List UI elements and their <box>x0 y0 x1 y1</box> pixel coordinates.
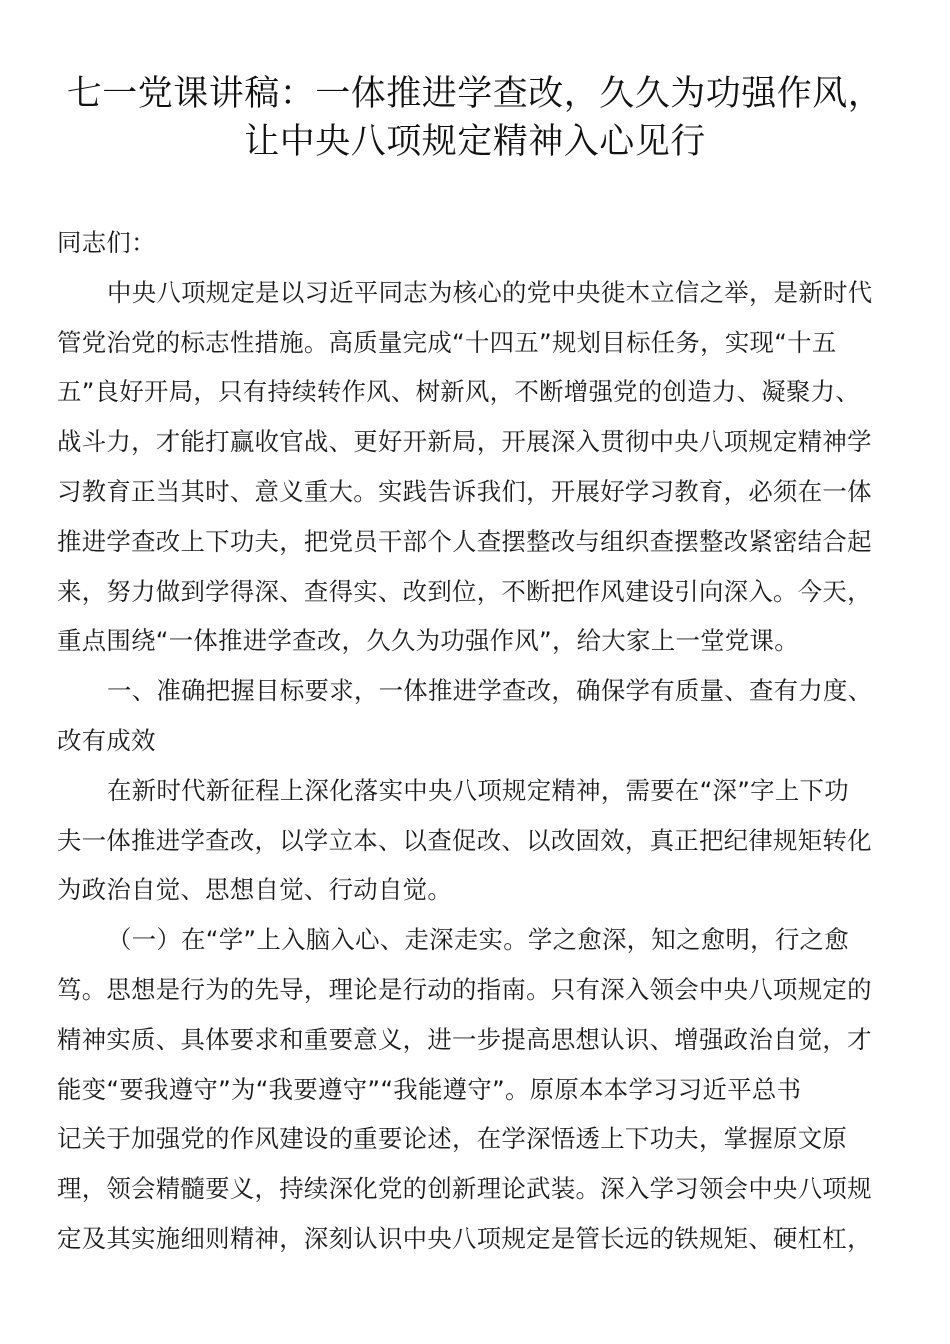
paragraph-line: 理，领会精髓要义，持续深化党的创新理论武装。深入学习领会中央八项规 <box>57 1174 872 1204</box>
document-title <box>40 70 910 166</box>
title-line-1: 七一党课讲稿：一体推进学查改，久久为功强作风， <box>66 74 884 114</box>
paragraph-line: 重点围绕“一体推进学查改，久久为功强作风”，给大家上一堂党课。 <box>57 626 799 656</box>
paragraph-line: 中央八项规定是以习近平同志为核心的党中央徙木立信之举，是新时代 <box>107 277 873 307</box>
document-body <box>57 218 877 1264</box>
paragraph-line: 来，努力做到学得深、查得实、改到位，不断把作风建设引向深入。今天， <box>57 576 872 606</box>
title-line-2: 让中央八项规定精神入心见行 <box>244 122 706 162</box>
paragraph-line: 夫一体推进学查改，以学立本、以查促改、以改固效，真正把纪律规矩转化 <box>57 825 872 855</box>
paragraph-line: 为政治自觉、思想自觉、行动自觉。 <box>57 875 453 905</box>
salutation: 同志们： <box>57 228 156 257</box>
section-heading-line: 改有成效 <box>57 725 156 755</box>
paragraph-line: （一）在“学”上入脑入心、走深走实。学之愈深，知之愈明，行之愈 <box>107 925 849 955</box>
section-heading-line: 一、准确把握目标要求，一体推进学查改，确保学有质量、查有力度、 <box>107 676 873 706</box>
paragraph-line: 习教育正当其时、意义重大。实践告诉我们，开展好学习教育，必须在一体 <box>57 476 872 506</box>
paragraph-line: 能变“要我遵守”为“我要遵守”“我能遵守”。原原本本学习习近平总书 <box>57 1074 802 1104</box>
paragraph-line: 在新时代新征程上深化落实中央八项规定精神，需要在“深”字上下功 <box>107 775 849 805</box>
paragraph-line: 笃。思想是行为的先导，理论是行动的指南。只有深入领会中央八项规定的 <box>57 974 872 1004</box>
paragraph-line: 战斗力，才能打赢收官战、更好开新局，开展深入贯彻中央八项规定精神学 <box>57 427 872 457</box>
paragraph-line: 推进学查改上下功夫，把党员干部个人查摆整改与组织查摆整改紧密结合起 <box>57 526 872 556</box>
paragraph-line: 五”良好开局，只有持续转作风、树新风，不断增强党的创造力、凝聚力、 <box>57 377 861 407</box>
paragraph-line: 定及其实施细则精神，深刻认识中央八项规定是管长远的铁规矩、硬杠杠， <box>57 1223 872 1253</box>
paragraph-line: 管党治党的标志性措施。高质量完成“十四五”规划目标任务，实现“十五 <box>57 327 837 357</box>
paragraph-line: 精神实质、具体要求和重要意义，进一步提高思想认识、增强政治自觉，才 <box>57 1024 872 1054</box>
paragraph-line: 记关于加强党的作风建设的重要论述，在学深悟透上下功夫，掌握原文原 <box>57 1124 848 1154</box>
